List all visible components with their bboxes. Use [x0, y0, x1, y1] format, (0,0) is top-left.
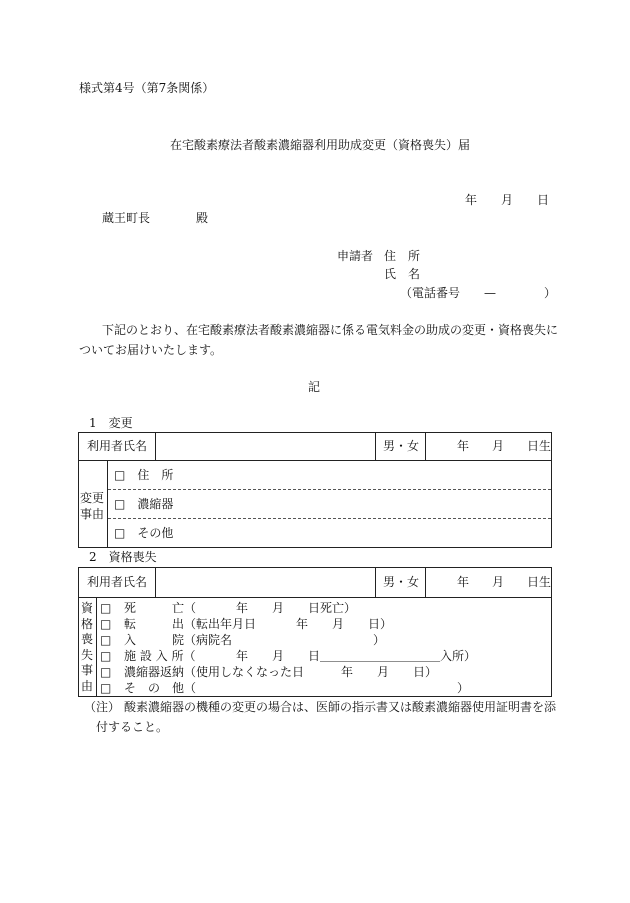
section2-gender: 男・女 — [383, 575, 420, 589]
ki-label: 記 — [308, 380, 321, 394]
loss-row-moveout-box[interactable]: □ — [100, 617, 112, 631]
loss-row-facility-box[interactable]: □ — [100, 649, 112, 663]
note-line1: 酸素濃縮器の機種の変更の場合は、医師の指示書又は酸素濃縮器使用証明書を添 — [124, 700, 557, 714]
section1-heading: 1 変更 — [89, 416, 133, 430]
addressee-name: 蔵王町長 — [102, 211, 151, 225]
applicant-phone: （電話番号 — ） — [400, 286, 557, 300]
applicant-name-label: 氏 名 — [384, 267, 421, 281]
section1-birth-month: 月 — [492, 439, 505, 453]
body-text-line1: 下記のとおり、在宅酸素療法者酸素濃縮器に係る電気料金の助成の変更・資格喪失に — [102, 323, 559, 337]
note-line2: 付すること。 — [96, 720, 169, 734]
loss-row-facility-label: 施 設 入 所（ — [124, 649, 196, 663]
note-label: （注） — [84, 700, 121, 714]
section1-gender: 男・女 — [383, 439, 420, 453]
section1-reason-label: 変更事由 — [80, 491, 105, 521]
loss-row-hospital-detail: ） — [373, 633, 386, 647]
section1-birth-year: 年 — [457, 439, 470, 453]
applicant-label: 申請者 — [337, 249, 374, 263]
form-number: 様式第4号（第7条関係） — [79, 81, 215, 95]
section2-birth-month: 月 — [492, 575, 505, 589]
loss-row-other-box[interactable]: □ — [100, 681, 112, 695]
loss-row-death-label: 死 亡（ — [124, 601, 197, 615]
section1-user-name-label: 利用者氏名 — [87, 439, 148, 453]
section1-option-address[interactable]: □ 住 所 — [114, 468, 174, 482]
applicant-address-label: 住 所 — [384, 249, 421, 263]
loss-row-facility-detail: 年 月 日＿＿＿＿＿＿＿＿＿＿入所） — [236, 649, 477, 663]
loss-row-return-detail: 年 月 日） — [341, 665, 438, 679]
loss-row-hospital-box[interactable]: □ — [100, 633, 112, 647]
section2-heading: 2 資格喪失 — [89, 550, 157, 564]
loss-row-hospital-label: 入 院（病院名 — [124, 633, 233, 647]
section1-option-concentrator[interactable]: □ 濃縮器 — [114, 497, 174, 511]
loss-row-other-detail: ） — [457, 681, 470, 695]
loss-row-moveout-detail: 年 月 日） — [296, 617, 393, 631]
date-year: 年 — [465, 193, 478, 207]
addressee-honorific: 殿 — [196, 211, 209, 225]
section2-birth-day: 日生 — [527, 575, 552, 589]
section2-user-name-label: 利用者氏名 — [87, 575, 148, 589]
section1-option-other[interactable]: □ その他 — [114, 526, 174, 540]
date-day: 日 — [537, 193, 550, 207]
page-title: 在宅酸素療法者酸素濃縮器利用助成変更（資格喪失）届 — [170, 138, 471, 152]
date-month: 月 — [501, 193, 514, 207]
body-text-line2: ついてお届けいたします。 — [79, 343, 223, 357]
section2-reason-label: 資格喪失事由 — [80, 601, 93, 693]
loss-row-return-label: 濃縮器返納（使用しなくなった日 — [124, 665, 305, 679]
loss-row-moveout-label: 転 出（転出年月日 — [124, 617, 257, 631]
section1-birth-day: 日生 — [527, 439, 552, 453]
loss-row-death-box[interactable]: □ — [100, 601, 112, 615]
loss-row-return-box[interactable]: □ — [100, 665, 112, 679]
section2-birth-year: 年 — [457, 575, 470, 589]
loss-row-death-detail: 年 月 日死亡） — [236, 601, 357, 615]
loss-row-other-label: そ の 他（ — [124, 681, 197, 695]
